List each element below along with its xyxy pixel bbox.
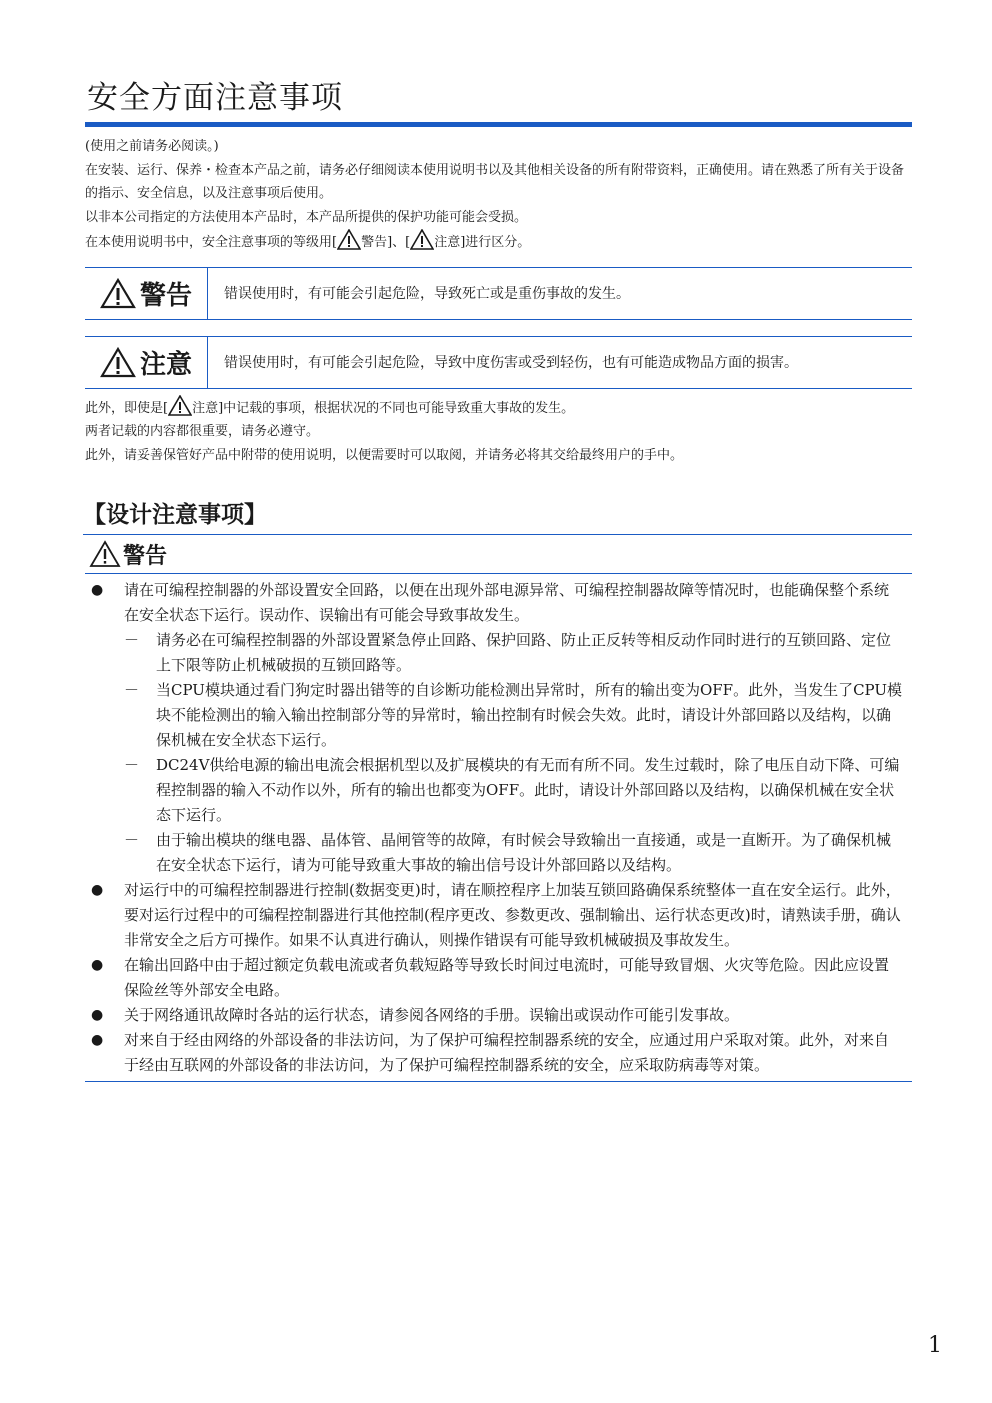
design-section-title: 【设计注意事项】 [83, 499, 912, 535]
list-item [85, 1028, 912, 1078]
bullet-icon: ● [91, 957, 104, 973]
design-warning-heading [85, 535, 912, 574]
intro-line-4c: 注意]进行区分。 [434, 235, 531, 250]
list-item-text: 关于网络通讯故障时各站的运行状态，请参阅各网络的手册。误输出或误动作可能引发事故。 [124, 1006, 740, 1024]
list-item [85, 953, 912, 1003]
design-warning-list [85, 578, 912, 1082]
caution-signal-box [85, 336, 912, 389]
warning-signal-label [85, 268, 208, 319]
warning-label-text: 警告 [139, 280, 192, 311]
sub-item-text: 当CPU模块通过看门狗定时器出错等的自诊断功能检测出异常时，所有的输出变为OFF。此外，当发生了CPU模块不能检测出的输入输出控制部分等的异常时，输出控制有时候会失效。此时，请设计外部回路以及结构，以确保机械在安全状态下运行。 [156, 681, 903, 749]
page [85, 78, 912, 1082]
sub-item [124, 753, 902, 828]
design-warning-label: 警告 [123, 543, 168, 569]
intro-line-4b: 警告]、[ [361, 235, 411, 250]
sub-item-text: DC24V供给电源的输出电流会根据机型以及扩展模块的有无而有所不同。发生过载时，除了电压自动下降、可编程控制器的输入不动作以外，所有的输出也都变为OFF。此时，请设计外部回路以及结构，以确保机械在安全状态下运行。 [156, 756, 900, 824]
dash-icon: － [124, 831, 140, 849]
bullet-icon: ● [91, 1007, 104, 1023]
sub-item [124, 628, 902, 678]
page-number: 1 [928, 1333, 942, 1358]
list-item-text: 对运行中的可编程控制器进行控制(数据变更)时，请在顺控程序上加装互锁回路确保系统整体一直在安全运行。此外，要对运行过程中的可编程控制器进行其他控制(程序更改、参数更改、强制输出、运行状态更改)时，请熟读手册，确认非常安全之后方可操作。如果不认真进行确认，则操作错误有可能导致机械破损及事故发生。 [124, 881, 901, 949]
after-line-1a: 此外，即使是[ [85, 400, 169, 416]
caution-description: 错误使用时，有可能会引起危险，导致中度伤害或受到轻伤，也有可能造成物品方面的损害。 [224, 355, 798, 371]
title-rule [85, 122, 912, 127]
bullet-icon: ● [91, 1032, 104, 1048]
intro-line-2: 在安装、运行、保养・检查本产品之前，请务必仔细阅读本使用说明书以及其他相关设备的所有附带资料，正确使用。请在熟悉了所有关于设备的指示、安全信息，以及注意事项后使用。 [85, 162, 905, 201]
after-line-1b: 注意]中记载的事项，根据状况的不同也可能导致重大事故的发生。 [192, 400, 575, 416]
warning-triangle-icon [410, 229, 434, 250]
sub-item-text: 请务必在可编程控制器的外部设置紧急停止回路、保护回路、防止正反转等相反动作同时进行的互锁回路、定位上下限等防止机械破损的互锁回路等。 [156, 631, 892, 674]
list-item [85, 578, 912, 878]
dash-icon: － [124, 681, 140, 699]
intro-line-4 [85, 229, 912, 255]
after-line-3: 此外，请妥善保管好产品中附带的使用说明，以便需要时可以取阅，并请务必将其交给最终用户的手中。 [85, 447, 684, 463]
intro-line-3: 以非本公司指定的方法使用本产品时，本产品所提供的保护功能可能会受损。 [85, 209, 528, 225]
warning-signal-box [85, 267, 912, 320]
warning-triangle-icon [100, 347, 136, 378]
dash-icon: － [124, 756, 140, 774]
intro-line-4a: 在本使用说明书中，安全注意事项的等级用[ [85, 235, 338, 250]
warning-triangle-icon [337, 229, 361, 250]
dash-icon: － [124, 631, 140, 649]
intro-line-1: (使用之前请务必阅读。) [85, 139, 219, 154]
after-line-1 [85, 395, 912, 421]
warning-triangle-icon [168, 395, 192, 416]
warning-description: 错误使用时，有可能会引起危险，导致死亡或是重伤事故的发生。 [224, 286, 630, 302]
sub-item [124, 678, 902, 753]
bullet-icon: ● [91, 582, 104, 598]
intro [85, 135, 912, 255]
after-notes [85, 395, 912, 468]
after-line-2: 两者记载的内容都很重要，请务必遵守。 [85, 424, 320, 439]
caution-label-text: 注意 [139, 349, 192, 380]
sub-item [124, 828, 902, 878]
sub-item-text: 由于输出模块的继电器、晶体管、晶闸管等的故障，有时候会导致输出一直接通，或是一直断开。为了确保机械在安全状态下运行，请为可能导致重大事故的输出信号设计外部回路以及结构。 [156, 831, 892, 874]
list-item [85, 1003, 912, 1028]
bullet-icon: ● [91, 882, 104, 898]
list-item-text: 请在可编程控制器的外部设置安全回路，以便在出现外部电源异常、可编程控制器故障等情况时，也能确保整个系统在安全状态下运行。误动作、误输出有可能会导致事故发生。 [124, 581, 890, 624]
list-item [85, 878, 912, 953]
page-title: 安全方面注意事项 [87, 80, 343, 116]
warning-triangle-icon [100, 278, 136, 309]
warning-triangle-icon [89, 540, 121, 568]
list-item-text: 在输出回路中由于超过额定负载电流或者负载短路等导致长时间过电流时，可能导致冒烟、火灾等危险。因此应设置保险丝等外部安全电路。 [124, 956, 890, 999]
list-item-text: 对来自于经由网络的外部设备的非法访问，为了保护可编程控制器系统的安全，应通过用户采取对策。此外，对来自于经由互联网的外部设备的非法访问，为了保护可编程控制器系统的安全，应采取防病毒等对策。 [124, 1031, 890, 1074]
caution-signal-label [85, 337, 208, 388]
list-item-body [124, 578, 912, 878]
